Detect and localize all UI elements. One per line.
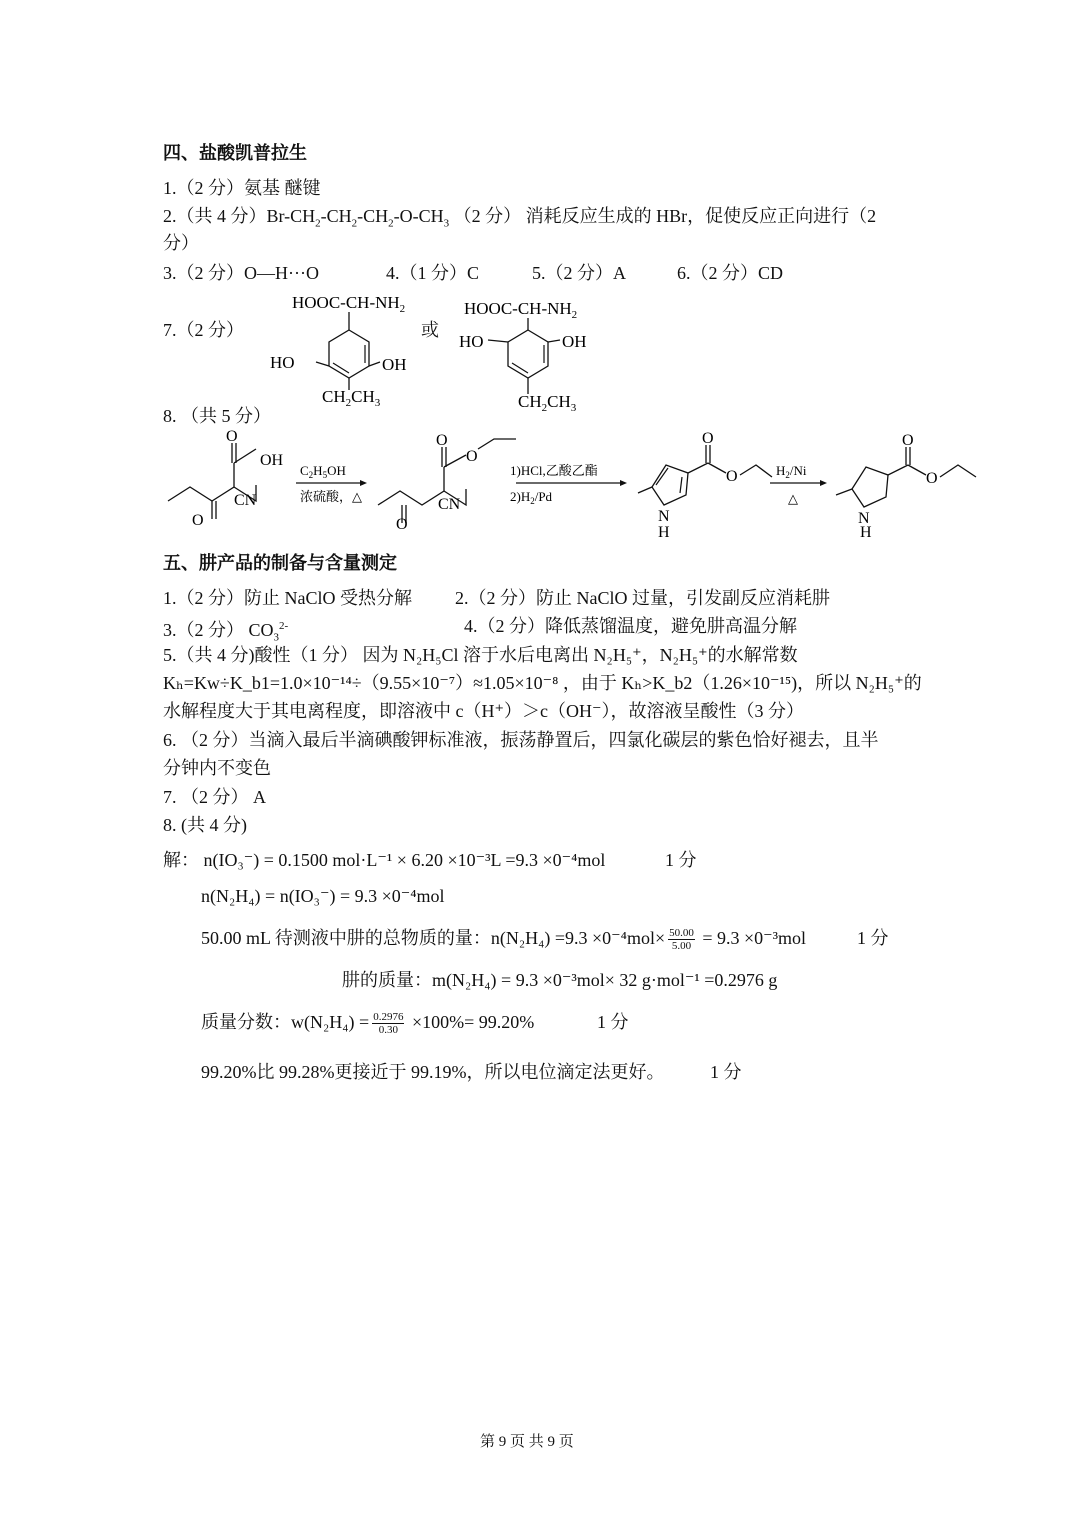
c1-oh: OH: [260, 452, 284, 469]
structure-7a-ho: HO: [270, 353, 295, 372]
c4-hydrogen: H: [860, 524, 872, 541]
solution-line-1: 解： n(IO₃⁻) = 0.1500 mol·L⁻¹ × 6.20 ×10⁻³L =9.3 ×0⁻⁴mol: [163, 850, 606, 870]
answer-5-6-line2: 分钟内不变色: [163, 758, 271, 778]
answer-4-5: 5.（2 分）A: [532, 263, 626, 283]
answer-4-8: 8. （共 5 分）: [163, 406, 271, 426]
answer-4-6: 6.（2 分）CD: [677, 263, 784, 283]
arrow3-top: $H_2/Ni$: [776, 463, 807, 480]
section-4-title: 四、盐酸凯普拉生: [163, 143, 307, 164]
answer-5-5-line1: 5.（共 4 分)酸性（1 分） 因为 N₂H₅Cl 溶于水后电离出 N₂H₅⁺，N₂H₅⁺的水解常数: [163, 645, 798, 665]
c4-oxygen-carbonyl: O: [902, 432, 914, 449]
answer-4-2: 2.（共 4 分）$Br-CH_2-CH_2-CH_2-O-CH_3$ （2 分） 消耗反应生成的 HBr，促使反应正向进行（2: [163, 206, 877, 230]
c1-cn: CN: [234, 492, 257, 509]
arrow1-bottom: 浓硫酸，△: [300, 489, 362, 504]
arrow2-bottom: $2)H_2/Pd$: [510, 489, 553, 506]
structure-7b-ho: HO: [459, 332, 484, 351]
arrow2-top: 1)HCl,乙酸乙酯: [510, 463, 598, 478]
structure-7a-top: HOOC-$CH-NH_2$: [292, 293, 406, 315]
structure-7a-bottom: $CH_2CH_3$: [322, 387, 381, 409]
solution-line-6-points: 1 分: [710, 1062, 742, 1082]
solution-line-3-points: 1 分: [857, 928, 889, 948]
c2-oxygen-ester: O: [466, 448, 478, 465]
c1-oxygen-top: O: [226, 428, 238, 445]
solution-line-5-points: 1 分: [597, 1012, 629, 1032]
structure-7a-oh: OH: [382, 355, 407, 374]
solution-line-4: 肼的质量：m(N₂H₄) = 9.3 ×0⁻³mol× 32 g·mol⁻¹ =0.2976 g: [342, 970, 778, 990]
answer-5-5-line3: 水解程度大于其电离程度，即溶液中 c（H⁺）＞c（OH⁻），故溶液呈酸性（3 分）: [163, 701, 804, 721]
fraction-dilution: $\frac{50.00}{5.00}$: [669, 927, 694, 953]
answer-4-2-cont: 分）: [163, 233, 199, 253]
synthesis-scheme: [160, 425, 990, 545]
c3-nitrogen: N: [658, 508, 670, 525]
solution-line-6: 99.20%比 99.28%更接近于 99.19%，所以电位滴定法更好。: [201, 1062, 665, 1082]
structure-7a: [262, 290, 412, 410]
or-label: 或: [421, 320, 439, 340]
answer-4-1: 1.（2 分）氨基 醚键: [163, 178, 321, 198]
structure-7b-top: HOOC-$CH-NH_2$: [464, 299, 578, 321]
arrow3-bottom: △: [788, 491, 798, 506]
answer-5-4: 4.（2 分）降低蒸馏温度，避免肼高温分解: [464, 616, 797, 636]
c3-hydrogen: H: [658, 524, 670, 541]
solution-line-1-points: 1 分: [665, 850, 697, 870]
solution-line-3: 50.00 mL 待测液中肼的总物质的量：n(N₂H₄) =9.3 ×0⁻⁴mol× $\frac{50.00}{5.00}$ = 9.3 ×0⁻³mol: [201, 927, 807, 953]
arrow1-top: $C_2H_5OH$: [300, 463, 346, 480]
section-5-title: 五、肼产品的制备与含量测定: [163, 553, 397, 574]
answer-5-3: 3.（2 分） $CO_3^{2-}$: [163, 620, 289, 644]
answer-5-8: 8. (共 4 分): [163, 815, 247, 835]
answer-5-6-line1: 6. （2 分）当滴入最后半滴碘酸钾标准液，振荡静置后，四氯化碳层的紫色恰好褪去，且半: [163, 730, 879, 750]
answer-4-7: 7.（2 分）: [163, 320, 244, 340]
structure-7b-oh: OH: [562, 332, 587, 351]
answer-5-2: 2.（2 分）防止 NaClO 过量，引发副反应消耗肼: [455, 588, 830, 608]
solution-line-5: 质量分数：w(N₂H₄) = $\frac{0.2976}{0.30}$ ×100%= 99.20%: [201, 1011, 535, 1037]
answer-4-4: 4.（1 分）C: [386, 263, 480, 283]
c2-oxygen-carbonyl: O: [436, 432, 448, 449]
solution-line-2: n(N₂H₄) = n(IO₃⁻) = 9.3 ×0⁻⁴mol: [201, 886, 445, 906]
answer-5-5-line2: Kₕ=Kw÷K_b1=1.0×10⁻¹⁴÷（9.55×10⁻⁷）≈1.05×10⁻⁸ ，由于 Kₕ>K_b2（1.26×10⁻¹⁵)，所以 N₂H₅⁺的: [163, 673, 922, 693]
answer-5-1: 1.（2 分）防止 NaClO 受热分解: [163, 588, 412, 608]
c3-oxygen-carbonyl: O: [702, 430, 714, 447]
c4-nitrogen: N: [858, 510, 870, 527]
page-footer: 第 9 页 共 9 页: [480, 1434, 574, 1450]
c2-cn: CN: [438, 496, 461, 513]
structure-7b-bottom: $CH_2CH_3$: [518, 392, 577, 414]
structure-7b: [456, 294, 606, 418]
fraction-mass: $\frac{0.2976}{0.30}$: [373, 1011, 404, 1037]
c3-oxygen-ester: O: [726, 468, 738, 485]
c1-oxygen-bottom: O: [192, 512, 204, 529]
answer-4-3: 3.（2 分）O—H···O: [163, 263, 319, 283]
c4-oxygen-ester: O: [926, 470, 938, 487]
c2-oxygen-ketone: O: [396, 516, 408, 533]
answer-5-7: 7. （2 分） A: [163, 787, 266, 807]
